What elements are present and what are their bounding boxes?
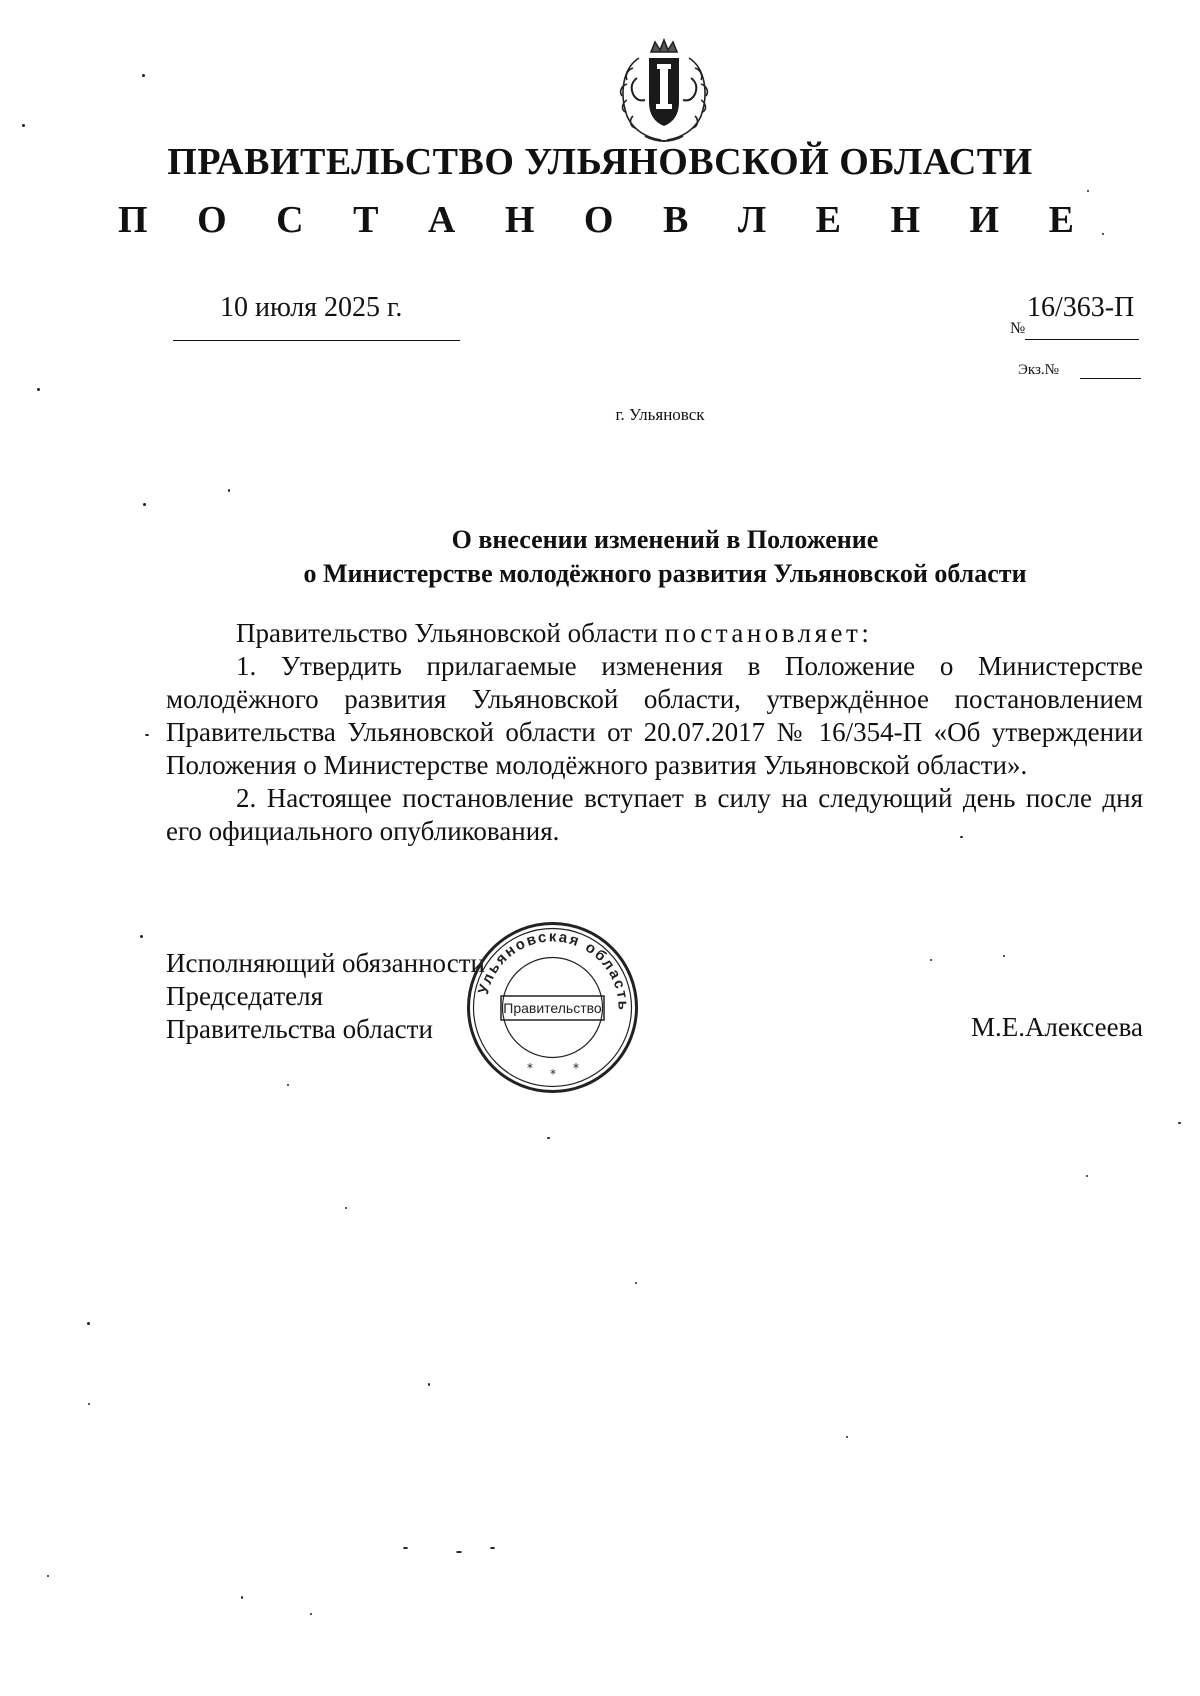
signer-position-line-1: Исполняющий обязанности <box>166 948 485 978</box>
scan-speck <box>47 1575 49 1577</box>
organization-title: ПРАВИТЕЛЬСТВО УЛЬЯНОВСКОЙ ОБЛАСТИ <box>167 141 1033 183</box>
city: г. Ульяновск <box>615 405 705 424</box>
scan-speck <box>403 1547 408 1549</box>
scan-speck <box>635 1282 637 1284</box>
scan-speck <box>428 1383 430 1386</box>
scan-speck <box>287 1084 289 1086</box>
document-body <box>166 617 1143 848</box>
scan-speck <box>145 734 149 736</box>
document-type-title: П О С Т А Н О В Л Е Н И Е <box>118 199 1094 241</box>
seal-star-icon: * <box>573 1061 579 1075</box>
scan-speck <box>846 1436 848 1438</box>
scan-speck <box>1178 1122 1181 1124</box>
scan-speck <box>1102 233 1104 235</box>
subject-line-1: О внесении изменений в Положение <box>451 525 879 554</box>
intro-text: Правительство Ульяновской области <box>236 618 665 648</box>
scan-speck <box>142 74 145 77</box>
copy-number-label: Экз.№ <box>1018 362 1059 378</box>
intro-resolves: постановляет: <box>664 618 873 648</box>
scan-speck <box>228 489 230 492</box>
seal-star-icon: * <box>527 1061 533 1075</box>
scan-speck <box>140 935 143 938</box>
number-prefix: № <box>1010 320 1026 337</box>
scan-speck <box>310 1613 312 1615</box>
scan-speck <box>456 1551 462 1553</box>
scan-speck <box>1087 190 1089 192</box>
scan-speck <box>345 1207 347 1209</box>
scan-speck <box>143 503 146 506</box>
copy-number-underline <box>1080 378 1141 379</box>
document-date: 10 июля 2025 г. <box>220 292 403 323</box>
number-underline <box>1025 339 1139 340</box>
body-item-1: 1. Утвердить прилагаемые изменения в Положение о Министерстве молодёжного развития Ульяновской области, утверждённое постановлением Правительства Ульяновской области от 20.07.2017 № 16/354-П «Об утверждении Положения о Министерстве молодёжного развития Ульяновской области». <box>166 651 1143 780</box>
seal-star-icon: * <box>550 1067 556 1081</box>
scan-speck <box>490 1547 495 1549</box>
scan-speck <box>930 959 932 961</box>
body-item-2: 2. Настоящее постановление вступает в силу на следующий день после дня его официального опубликования. <box>166 783 1143 846</box>
signer-position-line-3: Правительства области <box>166 1014 433 1044</box>
scan-speck <box>241 1596 243 1599</box>
date-underline <box>173 340 460 341</box>
signer-name: М.Е.Алексеева <box>970 1012 1143 1042</box>
scan-speck <box>547 1137 550 1139</box>
scan-speck <box>22 124 25 127</box>
scan-speck <box>37 388 40 391</box>
scan-speck <box>88 1403 90 1405</box>
scan-speck <box>87 1322 90 1325</box>
scan-speck <box>1003 955 1005 957</box>
seal-center-text: Правительство <box>503 1000 602 1016</box>
seal-ring-text: Ульяновская область <box>474 928 632 1013</box>
document-subject <box>160 523 1170 591</box>
signer-position-line-2: Председателя <box>166 981 324 1011</box>
scan-speck <box>960 836 963 838</box>
scan-speck <box>1086 1175 1088 1177</box>
body-intro <box>166 617 1143 650</box>
signer-position <box>166 947 485 1046</box>
official-seal <box>465 920 640 1095</box>
subject-line-2: о Министерстве молодёжного развития Ульяновской области <box>303 559 1027 588</box>
coat-of-arms-icon <box>609 38 719 146</box>
document-number: 16/363-П <box>1027 292 1135 323</box>
